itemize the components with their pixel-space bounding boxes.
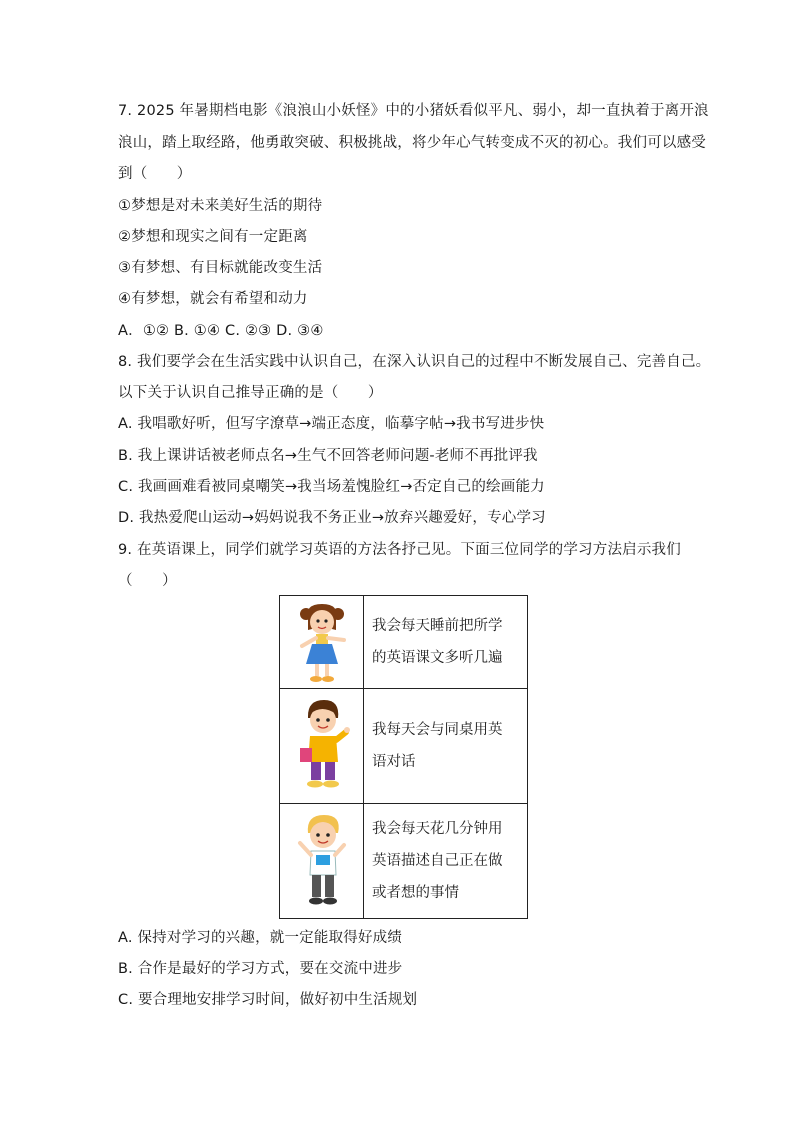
q9-stem-line-1: 9. 在英语课上，同学们就学习英语的方法各抒己见。下面三位同学的学习方法启示我们 (118, 542, 681, 558)
q9-methods-table (279, 595, 528, 919)
method-3-line-3: 或者想的事情 (372, 885, 459, 901)
boy-with-book-illustration (280, 689, 364, 804)
method-2-line-2: 语对话 (372, 754, 416, 770)
q9-option-a: A. 保持对学习的兴趣，就一定能取得好成绩 (118, 930, 403, 946)
method-3-line-1: 我会每天花几分钟用 (372, 821, 503, 837)
q8-stem-line-1: 8. 我们要学会在生活实践中认识自己，在深入认识自己的过程中不断发展自己、完善自己。 (118, 354, 711, 370)
method-2-line-1: 我每天会与同桌用英 (372, 722, 503, 738)
q9-option-b: B. 合作是最好的学习方式，要在交流中进步 (118, 961, 403, 977)
q7-answer-options: A．①② B. ①④ C. ②③ D. ③④ (118, 323, 324, 339)
girl-student-illustration (280, 596, 364, 689)
q8-option-c: C. 我画画难看被同桌嘲笑→我当场羞愧脸红→否定自己的绘画能力 (118, 479, 545, 495)
q7-stem-line-2: 浪山，踏上取经路，他勇敢突破、积极挑战，将少年心气转变成不灭的初心。我们可以感受 (118, 135, 706, 151)
q7-stem-line-3: 到（ ） (118, 166, 192, 182)
method-1-line-1: 我会每天睡前把所学 (372, 618, 503, 634)
q7-statement-1: ①梦想是对未来美好生活的期待 (118, 198, 323, 214)
blond-boy-illustration (280, 804, 364, 919)
q8-stem-line-2: 以下关于认识自己推导正确的是（ ） (118, 385, 383, 401)
method-text-1 (364, 596, 528, 689)
method-text-2 (364, 689, 528, 804)
q9-stem-line-2: （ ） (118, 573, 177, 589)
q8-option-d: D. 我热爱爬山运动→妈妈说我不务正业→放弃兴趣爱好，专心学习 (118, 510, 546, 526)
table-row (280, 804, 528, 919)
method-text-3 (364, 804, 528, 919)
q8-option-a: A. 我唱歌好听，但写字潦草→端正态度，临摹字帖→我书写进步快 (118, 416, 545, 432)
q9-option-c: C. 要合理地安排学习时间，做好初中生活规划 (118, 992, 418, 1008)
q8-option-b: B. 我上课讲话被老师点名→生气不回答老师问题-老师不再批评我 (118, 448, 538, 464)
q7-stem-line-1: 7. 2025 年暑期档电影《浪浪山小妖怪》中的小猪妖看似平凡、弱小，却一直执着于离开浪 (118, 103, 709, 119)
q7-statement-3: ③有梦想、有目标就能改变生活 (118, 260, 323, 276)
table-row (280, 596, 528, 689)
method-1-line-2: 的英语课文多听几遍 (372, 650, 503, 666)
q7-statement-2: ②梦想和现实之间有一定距离 (118, 229, 308, 245)
table-row (280, 689, 528, 804)
method-3-line-2: 英语描述自己正在做 (372, 853, 503, 869)
q7-statement-4: ④有梦想，就会有希望和动力 (118, 291, 308, 307)
